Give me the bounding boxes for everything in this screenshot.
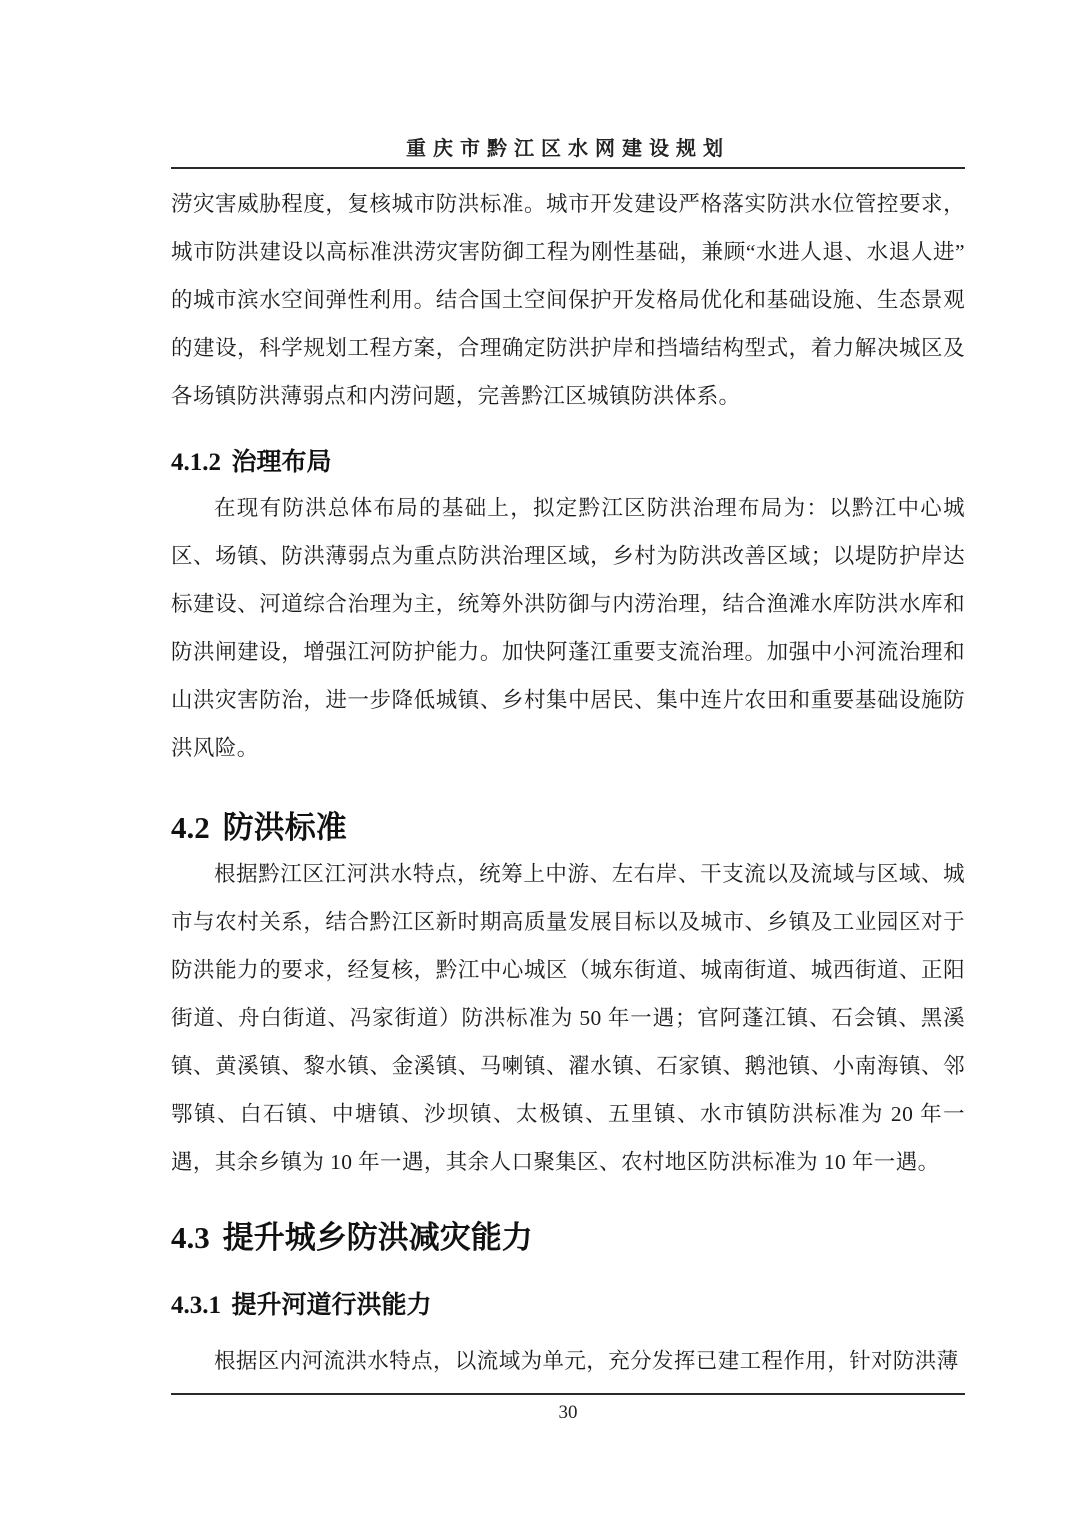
page-header [171, 0, 965, 169]
heading-4-3 [171, 1218, 965, 1258]
heading-4-2-title: 防洪标准 [222, 810, 347, 845]
heading-4-3-1-number: 4.3.1 [171, 1292, 221, 1319]
paragraph-4-2: 根据黔江区江河洪水特点，统筹上中游、左右岸、干支流以及流域与区域、城市与农村关系，结合黔江区新时期高质量发展目标以及城市、乡镇及工业园区对于防洪能力的要求，经复核，黔江中心城区（城东街道、城南街道、城西街道、正阳街道、舟白街道、冯家街道）防洪标准为 50 年一遇；官阿蓬江镇、石会镇、黑溪镇、黄溪镇、黎水镇、金溪镇、马喇镇、濯水镇、石家镇、鹅池镇、小南海镇、邻鄂镇、白石镇、中塘镇、沙坝镇、太极镇、五里镇、水市镇防洪标准为 20 年一遇，其余乡镇为 10 年一遇，其余人口聚集区、农村地区防洪标准为 10 年一遇。 [171, 862, 965, 1174]
heading-4-3-number: 4.3 [171, 1220, 210, 1255]
running-header-title: 重庆市黔江区水网建设规划 [406, 138, 730, 160]
heading-4-1-2 [171, 445, 965, 480]
heading-4-1-2-title: 治理布局 [231, 448, 332, 476]
header-rule [171, 167, 965, 169]
heading-4-2 [171, 808, 965, 848]
page-footer [171, 1393, 965, 1424]
paragraph-4-3-1: 根据区内河流洪水特点，以流域为单元，充分发挥已建工程作用，针对防洪薄 [214, 1349, 959, 1373]
heading-4-3-1 [171, 1288, 965, 1323]
footer-rule [171, 1393, 965, 1395]
heading-4-3-title: 提升城乡防洪减灾能力 [222, 1220, 533, 1255]
paragraph-4-1-2: 在现有防洪总体布局的基础上，拟定黔江区防洪治理布局为：以黔江中心城区、场镇、防洪薄弱点为重点防洪治理区域，乡村为防洪改善区域；以堤防护岸达标建设、河道综合治理为主，统筹外洪防御与内涝治理，结合渔滩水库防洪水库和防洪闸建设，增强江河防护能力。加快阿蓬江重要支流治理。加强中小河流治理和山洪灾害防治，进一步降低城镇、乡村集中居民、集中连片农田和重要基础设施防洪风险。 [171, 496, 965, 760]
heading-4-3-1-title: 提升河道行洪能力 [231, 1291, 432, 1319]
paragraph-continued: 涝灾害威胁程度，复核城市防洪标准。城市开发建设严格落实防洪水位管控要求，城市防洪建设以高标准洪涝灾害防御工程为刚性基础，兼顾“水进人退、水退人进”的城市滨水空间弹性利用。结合国土空间保护开发格局优化和基础设施、生态景观的建设，科学规划工程方案，合理确定防洪护岸和挡墙结构型式，着力解决城区及各场镇防洪薄弱点和内涝问题，完善黔江区城镇防洪体系。 [171, 192, 965, 408]
heading-4-2-number: 4.2 [171, 810, 210, 845]
heading-4-1-2-number: 4.1.2 [171, 449, 221, 476]
page-body [171, 180, 965, 1385]
page-number: 30 [558, 1402, 578, 1423]
